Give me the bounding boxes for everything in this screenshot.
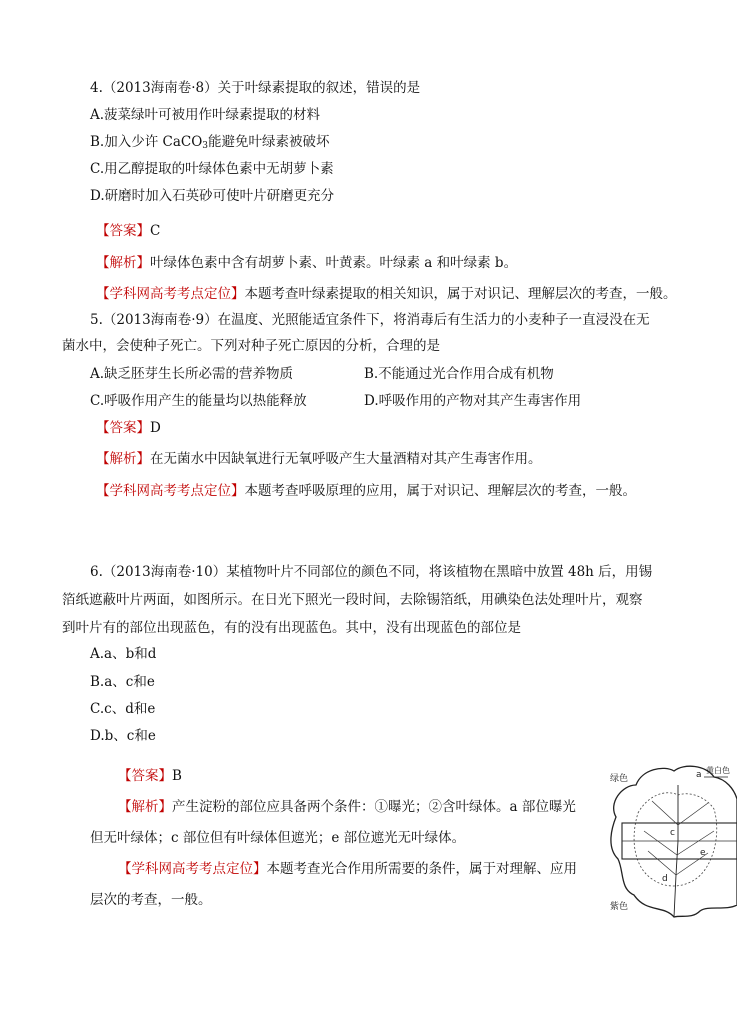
q4-point bbox=[96, 285, 677, 303]
label-yellow: 黄白色 bbox=[706, 766, 730, 775]
q5-option-a: A.缺乏胚芽生长所必需的营养物质 bbox=[90, 366, 294, 382]
q4-answer-tag: 【答案】 bbox=[96, 223, 150, 239]
q6-option-d: D.b、c和e bbox=[90, 728, 156, 744]
q4-stem: 4.（2013海南卷·8）关于叶绿素提取的叙述，错误的是 bbox=[90, 80, 421, 96]
q6-point-line1 bbox=[118, 860, 577, 878]
q6-option-b: B.a、c和e bbox=[90, 674, 155, 690]
q6-analysis-text: 产生淀粉的部位应具备两个条件：①曝光；②含叶绿体。a 部位曝光 bbox=[172, 799, 576, 815]
q4-option-a: A.菠菜绿叶可被用作叶绿素提取的材料 bbox=[90, 107, 321, 123]
q4-analysis-tag: 【解析】 bbox=[96, 255, 150, 271]
part-label-a: a bbox=[696, 770, 702, 780]
q4-option-d: D.研磨时加入石英砂可使叶片研磨更充分 bbox=[90, 188, 335, 204]
q5-stem-line1: 5.（2013海南卷·9）在温度、光照能适宜条件下，将消毒后有生活力的小麦种子一直浸没在无 bbox=[90, 312, 650, 328]
q6-option-c: C.c、d和e bbox=[90, 701, 156, 717]
q4-option-b-sub: 3 bbox=[202, 141, 209, 151]
q5-point-tag: 【学科网高考考点定位】 bbox=[96, 483, 245, 499]
q6-analysis-line2: 但无叶绿体；c 部位但有叶绿体但遮光；e 部位遮光无叶绿体。 bbox=[90, 830, 466, 846]
q6-stem-line2: 箔纸遮蔽叶片两面，如图所示。在日光下照光一段时间，去除锡箔纸，用碘染色法处理叶片，观察 bbox=[62, 592, 643, 608]
q6-analysis-line1 bbox=[118, 798, 576, 816]
q6-point-line2: 层次的考查，一般。 bbox=[90, 892, 212, 908]
q5-answer bbox=[96, 419, 161, 437]
q6-answer-value: B bbox=[172, 768, 182, 784]
leaf-outline bbox=[611, 766, 737, 917]
q5-point bbox=[96, 482, 636, 500]
q4-point-text: 本题考查叶绿素提取的相关知识，属于对识记、理解层次的考查，一般。 bbox=[244, 286, 677, 302]
q6-option-a: A.a、b和d bbox=[90, 646, 157, 662]
q5-point-text: 本题考查呼吸原理的应用，属于对识记、理解层次的考查，一般。 bbox=[244, 483, 636, 499]
leaf-side-veins bbox=[644, 801, 714, 875]
label-purple: 紫色 bbox=[610, 902, 629, 912]
q4-answer bbox=[96, 222, 160, 240]
q5-option-b: B.不能通过光合作用合成有机物 bbox=[364, 366, 554, 382]
q6-answer bbox=[118, 767, 182, 785]
q4-option-b-post: 能避免叶绿素被破坏 bbox=[208, 134, 330, 150]
q4-analysis bbox=[96, 254, 517, 272]
leaf-figure bbox=[604, 755, 737, 925]
q5-stem-line2: 菌水中，会使种子死亡。下列对种子死亡原因的分析，合理的是 bbox=[62, 338, 440, 354]
q6-point-text: 本题考查光合作用所需要的条件，属于对理解、应用 bbox=[266, 861, 577, 877]
q5-option-c: C.呼吸作用产生的能量均以热能释放 bbox=[90, 393, 307, 409]
q4-option-b-pre: B.加入少许 CaCO bbox=[90, 134, 203, 150]
q5-answer-value: D bbox=[150, 420, 161, 436]
leaf-green-region bbox=[634, 793, 717, 886]
q5-analysis-tag: 【解析】 bbox=[96, 451, 150, 467]
q4-answer-value: C bbox=[150, 223, 161, 239]
q5-answer-tag: 【答案】 bbox=[96, 420, 150, 436]
leaf-main-vein bbox=[674, 785, 678, 917]
q5-analysis bbox=[96, 450, 542, 468]
q4-option-b bbox=[90, 133, 330, 155]
part-label-c: c bbox=[670, 828, 675, 838]
q5-analysis-text: 在无菌水中因缺氧进行无氧呼吸产生大量酒精对其产生毒害作用。 bbox=[150, 451, 542, 467]
q6-stem-line3: 到叶片有的部位出现蓝色，有的没有出现蓝色。其中，没有出现蓝色的部位是 bbox=[62, 620, 521, 636]
q6-point-tag: 【学科网高考考点定位】 bbox=[118, 861, 267, 877]
q4-point-tag: 【学科网高考考点定位】 bbox=[96, 286, 245, 302]
label-green: 绿色 bbox=[610, 774, 629, 784]
part-label-e: e bbox=[700, 848, 706, 858]
q4-option-c: C.用乙醇提取的叶绿体色素中无胡萝卜素 bbox=[90, 161, 334, 177]
q6-stem-line1: 6.（2013海南卷·10）某植物叶片不同部位的颜色不同，将该植物在黑暗中放置 48h 后，用锡 bbox=[90, 564, 653, 580]
q6-answer-tag: 【答案】 bbox=[118, 768, 172, 784]
part-label-d: d bbox=[662, 874, 668, 884]
q5-option-d: D.呼吸作用的产物对其产生毒害作用 bbox=[364, 393, 582, 409]
q4-analysis-text: 叶绿体色素中含有胡萝卜素、叶黄素。叶绿素 a 和叶绿素 b。 bbox=[150, 255, 518, 271]
q6-analysis-tag: 【解析】 bbox=[118, 799, 172, 815]
